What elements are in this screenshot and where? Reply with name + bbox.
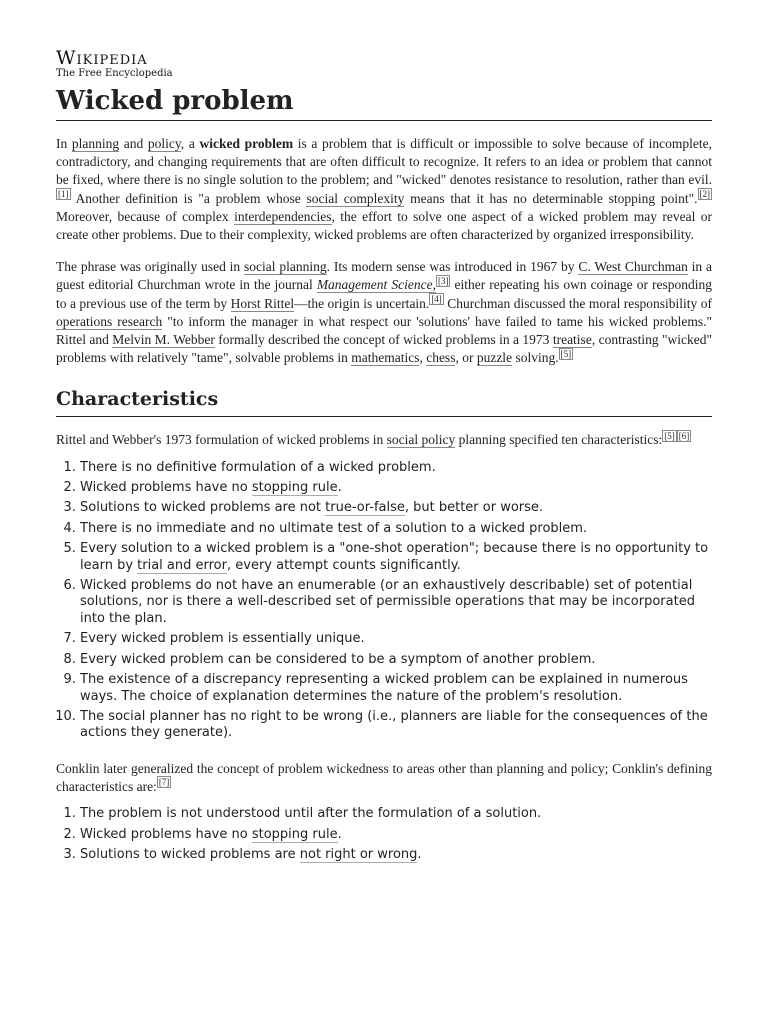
article-link[interactable]: Management Science, xyxy=(316,277,436,293)
citation-label: [2] xyxy=(699,189,710,200)
list-item xyxy=(80,709,712,742)
text-segment: solving. xyxy=(512,350,559,366)
citation-label: [7] xyxy=(158,777,170,788)
article-link[interactable]: treatise xyxy=(552,332,592,348)
article-link[interactable]: not right or wrong xyxy=(299,846,418,862)
text-segment: The problem is not understood until after the formulation of a solution. xyxy=(80,806,542,822)
text-segment: There is no definitive formulation of a wicked problem. xyxy=(80,459,436,475)
article-link[interactable]: mathematics xyxy=(351,350,420,366)
article-link[interactable]: puzzle xyxy=(476,350,513,366)
text-segment: There is no immediate and no ultimate test of a solution to a wicked problem. xyxy=(80,520,588,536)
citation-label: [1] xyxy=(58,189,69,200)
citation-label: [4] xyxy=(431,294,442,305)
list-item xyxy=(80,672,712,705)
text-segment: The existence of a discrepancy representing a wicked problem can be explained in numerous ways. The choice of explanation determines the nature of the problem's resolution. xyxy=(80,672,688,704)
text-segment: Wicked problems have no xyxy=(80,480,252,496)
text-segment: Churchman discussed the moral responsibility of xyxy=(443,295,713,311)
citation-link[interactable] xyxy=(436,275,451,287)
text-segment: . xyxy=(337,480,342,496)
text-segment: Another definition is "a problem whose xyxy=(70,190,307,206)
text-segment: Every wicked problem can be considered to be a symptom of another problem. xyxy=(80,651,596,667)
list-item xyxy=(80,827,712,843)
citation-link[interactable] xyxy=(157,776,172,788)
article-link[interactable]: interdependencies xyxy=(234,208,332,224)
text-segment: Wicked problems have no xyxy=(80,826,252,842)
text-segment: means that it has no determinable stopping point". xyxy=(404,190,698,206)
text-segment: , xyxy=(419,350,427,366)
section-heading-characteristics: Characteristics xyxy=(56,387,712,417)
article-link[interactable]: Horst Rittel xyxy=(230,295,295,311)
text-segment: Every wicked problem is essentially unique. xyxy=(80,631,365,647)
citation-link[interactable] xyxy=(559,348,574,360)
text-segment: , a xyxy=(180,136,200,151)
characteristics-list-rittel-webber xyxy=(56,460,712,742)
article-link[interactable]: social policy xyxy=(386,432,456,448)
article-link[interactable]: Melvin M. Webber xyxy=(112,332,215,348)
text-segment: Rittel and Webber's 1973 formulation of wicked problems in xyxy=(56,432,387,448)
characteristics-list-conklin xyxy=(56,806,712,863)
article-link[interactable]: stopping rule xyxy=(251,480,338,496)
list-item xyxy=(80,541,712,574)
text-segment: , or xyxy=(455,350,477,366)
text-segment: Solutions to wicked problems are not xyxy=(80,500,326,516)
bold-term: wicked problem xyxy=(199,136,294,151)
article-link[interactable]: trial and error xyxy=(137,557,227,573)
text-segment: Moreover, because of complex xyxy=(56,208,235,224)
article-link[interactable]: social planning xyxy=(244,259,327,275)
logo-tagline: The Free Encyclopedia xyxy=(56,68,173,79)
text-segment: is a problem that is difficult or impossible to solve because of incomplete, contradictory, and changing requirements that are often difficult to recognize. It refers to an idea or problem that cannot be fixed, where there is no single solution to the problem; and "wicked" denotes resistance to resolution, rather than evil. xyxy=(56,136,712,188)
text-segment: —the origin is uncertain. xyxy=(294,295,430,311)
list-item xyxy=(80,460,712,476)
citation-label: [6] xyxy=(678,430,690,441)
characteristics-paragraph-2 xyxy=(56,760,712,796)
list-item xyxy=(80,847,712,863)
article xyxy=(56,48,712,867)
list-item xyxy=(80,652,712,668)
text-segment: "to inform the manager in what respect our 'solutions' have failed to tame his wicked problems." Rittel and xyxy=(56,313,713,348)
article-link[interactable]: social complexity xyxy=(306,190,405,206)
citation-label: [3] xyxy=(437,275,449,286)
citation-link[interactable] xyxy=(56,188,71,200)
article-link[interactable]: C. West Churchman xyxy=(578,259,688,275)
text-segment: Conklin later generalized the concept of problem wickedness to areas other than planning and policy; Conklin's defining characteristics are: xyxy=(56,760,712,794)
page-title: Wicked problem xyxy=(56,84,712,121)
list-item xyxy=(80,500,712,516)
list-item xyxy=(80,631,712,647)
list-item xyxy=(80,806,712,822)
text-segment: . xyxy=(417,846,422,862)
citation-label: [5] xyxy=(664,430,675,441)
characteristics-paragraph-1 xyxy=(56,431,712,449)
intro-paragraph-1 xyxy=(56,135,712,244)
text-segment: , the effort to solve one aspect of a wicked problem may reveal or create other problems. Due to their complexity, wicked problems are often characterized by organized irresponsibility. xyxy=(56,208,713,243)
article-link[interactable]: operations research xyxy=(56,313,163,329)
text-segment: either repeating his own coinage or responding to a previous use of the term by xyxy=(56,277,713,311)
citation-link[interactable] xyxy=(698,188,713,200)
text-segment: , every attempt counts significantly. xyxy=(226,557,461,573)
text-segment: and xyxy=(119,136,148,151)
text-segment: in a guest editorial Churchman wrote in the journal xyxy=(56,259,713,293)
list-item xyxy=(80,521,712,537)
citation-label: [5] xyxy=(560,348,572,359)
text-segment: In xyxy=(56,136,72,151)
text-segment: formally described the concept of wicked problems in a 1973 xyxy=(214,332,553,348)
text-segment: , but better or worse. xyxy=(404,500,544,516)
citation-link[interactable] xyxy=(677,430,692,442)
intro-paragraph-2 xyxy=(56,258,712,367)
list-item xyxy=(80,480,712,496)
article-link[interactable]: stopping rule xyxy=(251,826,338,842)
logo-wordmark: Wikipedia xyxy=(56,47,148,69)
text-segment: The social planner has no right to be wrong (i.e., planners are liable for the consequences of the actions they generate). xyxy=(80,708,708,741)
text-segment: Every solution to a wicked problem is a "one-shot operation"; because there is no opportunity to learn by xyxy=(80,541,709,573)
wikipedia-logo[interactable] xyxy=(56,48,712,80)
article-link[interactable]: chess xyxy=(426,350,456,366)
citation-link[interactable] xyxy=(429,293,444,305)
citation-link[interactable] xyxy=(662,430,677,442)
text-segment: Wicked problems do not have an enumerable (or an exhaustively describable) set of potential solutions, nor is there a well-described set of permissible operations that may be incorporated into the plan. xyxy=(80,578,695,626)
text-segment: . Its modern sense was introduced in 1967 by xyxy=(326,259,579,275)
text-segment: planning specified ten characteristics: xyxy=(455,432,663,448)
text-segment: . xyxy=(337,826,342,842)
article-link[interactable]: planning xyxy=(71,136,120,151)
text-segment: Solutions to wicked problems are xyxy=(80,846,300,862)
article-link[interactable]: true-or-false xyxy=(325,500,405,516)
article-link[interactable]: policy xyxy=(147,136,181,151)
text-segment: The phrase was originally used in xyxy=(56,259,245,275)
text-segment: , contrasting "wicked" problems with relatively "tame", solvable problems in xyxy=(56,332,712,366)
list-item xyxy=(80,578,712,627)
